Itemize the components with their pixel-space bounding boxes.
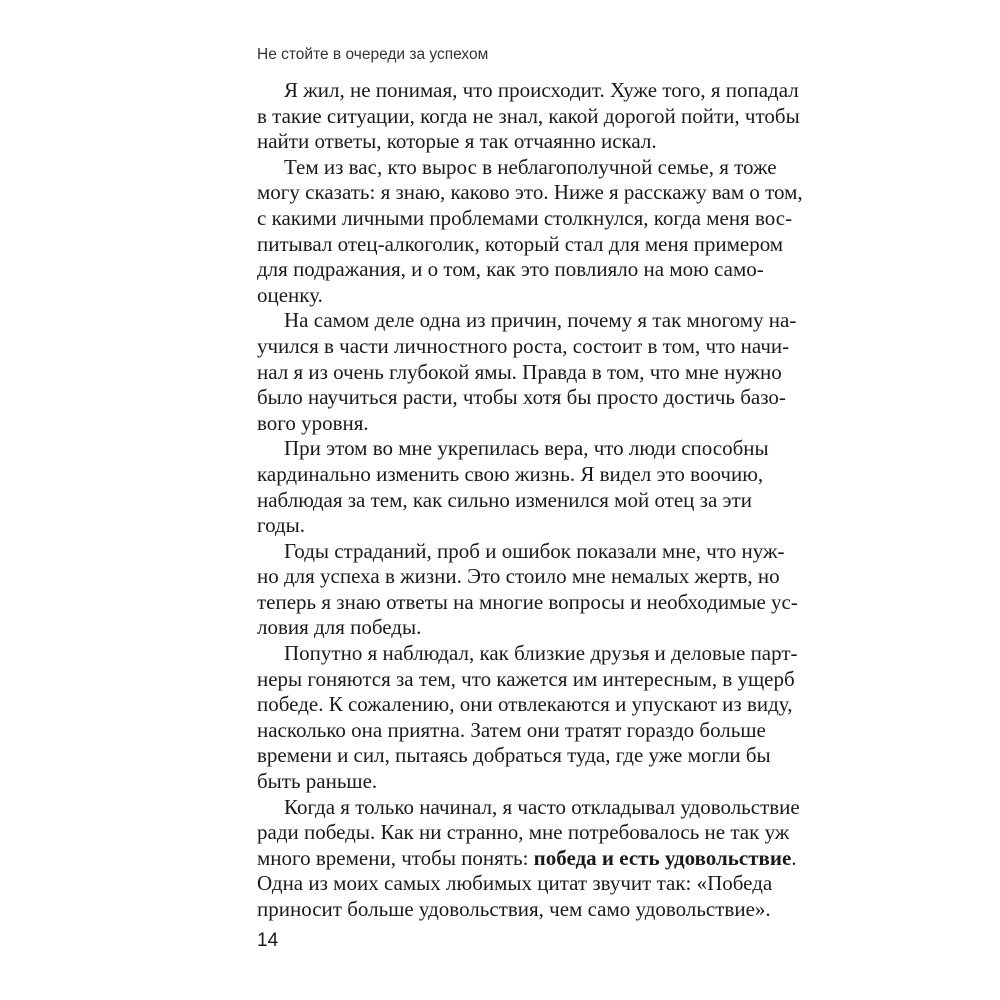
text-line: победе. К сожалению, они отвлекаются и упускают из виду, [257, 692, 793, 717]
paragraph-2 [257, 154, 803, 309]
text-line: в такие ситуации, когда не знал, какой дорогой пойти, чтобы [257, 103, 800, 128]
text-line: На самом деле одна из причин, почему я так многому на- [284, 308, 797, 333]
text-line: Годы страданий, проб и ошибок показали мне, что нуж- [284, 538, 785, 563]
text-line: ради победы. Как ни странно, мне потребовалось не так уж [257, 820, 790, 845]
paragraph-6 [257, 641, 798, 795]
paragraph-4 [257, 436, 769, 538]
paragraph-5 [257, 538, 798, 641]
text-line: кардинально изменить свою жизнь. Я видел это воочию, [257, 461, 764, 486]
text-line: неры гоняются за тем, что кажется им интересным, в ущерб [257, 666, 795, 691]
text-line: Когда я только начинал, я часто откладывал удовольствие [284, 794, 800, 819]
text-line: вого уровня. [257, 410, 369, 435]
text-line: Одна из моих самых любимых цитат звучит так: «Победа [257, 871, 773, 896]
text-line: нал я из очень глубокой ямы. Правда в том, что мне нужно [257, 359, 782, 384]
text-line: но для успеха в жизни. Это стоило мне немалых жертв, но [257, 564, 780, 589]
text-line: с какими личными проблемами столкнулся, когда меня вос- [257, 205, 793, 230]
text-segment: много времени, чтобы понять: [257, 845, 534, 870]
text-line: годы. [257, 513, 306, 538]
text-line: оценку. [257, 282, 323, 307]
text-line: было научиться расти, чтобы хотя бы просто достичь базо- [257, 385, 786, 410]
text-line: насколько она приятна. Затем они тратят гораздо больше [257, 717, 766, 742]
text-line: приносит больше удовольствия, чем само удовольствие». [257, 897, 771, 921]
text-line: наблюдая за тем, как сильно изменился мой отец за эти [257, 487, 752, 512]
text-line: учился в части личностного роста, состоит в том, что начи- [257, 333, 790, 358]
text-line: При этом во мне укрепилась вера, что люди способны [284, 436, 769, 461]
text-line: питывал отец-алкоголик, который стал для меня примером [257, 231, 784, 256]
text-line: Попутно я наблюдал, как близкие друзья и деловые парт- [284, 641, 798, 666]
text-line-with-emphasis [257, 845, 797, 872]
emphasis-text: победа и есть удовольствие [533, 845, 792, 870]
text-line: Тем из вас, кто вырос в неблагополучной семье, я тоже [284, 154, 777, 179]
text-line: найти ответы, которые я так отчаянно искал. [257, 129, 657, 154]
page-number: 14 [257, 930, 279, 951]
text-line: времени и сил, пытаясь добраться туда, где уже могли бы [257, 743, 771, 768]
paragraph-7 [257, 794, 800, 923]
running-head: Не стойте в очереди за успехом [257, 46, 489, 63]
body-text [257, 78, 803, 923]
text-line: быть раньше. [257, 769, 378, 794]
text-line: Я жил, не понимая, что происходит. Хуже того, я попадал [284, 78, 799, 102]
text-line: теперь я знаю ответы на многие вопросы и необходимые ус- [257, 589, 798, 614]
paragraph-1 [257, 78, 800, 155]
text-segment: . [791, 845, 797, 870]
text-line: могу сказать: я знаю, каково это. Ниже я расскажу вам о том, [257, 180, 803, 205]
paragraph-3 [257, 308, 797, 436]
text-line: для подражания, и о том, как это повлияло на мою само- [257, 257, 764, 282]
text-line: ловия для победы. [257, 615, 422, 640]
